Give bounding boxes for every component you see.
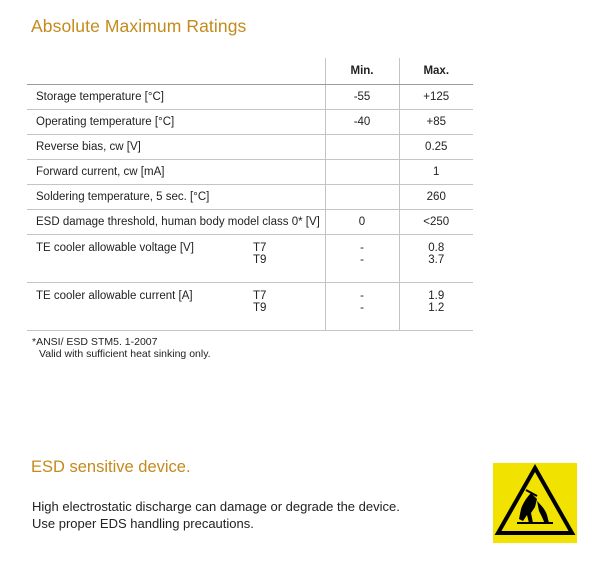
esd-warning-line: High electrostatic discharge can damage or degrade the device. — [32, 499, 400, 514]
ratings-table — [27, 58, 473, 331]
row-max-value: 260 — [426, 191, 446, 203]
row-max — [399, 160, 473, 185]
table-row — [27, 85, 473, 110]
row-variant — [253, 110, 325, 135]
row-variant — [253, 85, 325, 110]
page-title: Absolute Maximum Ratings — [31, 16, 247, 36]
row-min — [325, 135, 399, 160]
row-variant — [253, 135, 325, 160]
ratings-body — [27, 85, 473, 331]
row-min-value: - — [360, 302, 364, 314]
row-min — [325, 160, 399, 185]
row-min-value: -40 — [353, 116, 371, 128]
row-min — [325, 110, 399, 135]
header-min: Min. — [325, 58, 399, 85]
esd-description — [32, 498, 400, 532]
table-row — [27, 110, 473, 135]
row-min — [325, 210, 399, 235]
row-parameter: Reverse bias, cw [V] — [27, 135, 253, 160]
row-parameter: Operating temperature [°C] — [27, 110, 253, 135]
table-row — [27, 135, 473, 160]
table-row — [27, 160, 473, 185]
row-parameter: ESD damage threshold, human body model class 0* [V] — [27, 210, 253, 235]
row-max — [399, 185, 473, 210]
esd-warning-icon — [493, 463, 577, 543]
row-min — [325, 185, 399, 210]
row-min-value: 0 — [358, 216, 366, 228]
row-variant — [253, 185, 325, 210]
row-max-value: <250 — [423, 216, 450, 228]
row-variant — [253, 235, 325, 283]
row-parameter: Storage temperature [°C] — [27, 85, 253, 110]
footnote — [32, 336, 211, 360]
row-max — [399, 235, 473, 283]
table-row — [27, 235, 473, 283]
table-row — [27, 283, 473, 331]
row-max-value: 1 — [433, 166, 440, 178]
row-parameter: TE cooler allowable voltage [V] — [27, 235, 253, 283]
table-header-row — [27, 58, 473, 85]
row-variant-value: T7 — [253, 242, 267, 254]
row-max-value: 1.2 — [428, 302, 445, 314]
header-sub — [253, 58, 325, 85]
row-variant — [253, 160, 325, 185]
footnote-standard: *ANSI/ ESD STM5. 1-2007 — [32, 336, 158, 348]
row-min — [325, 235, 399, 283]
row-min — [325, 283, 399, 331]
row-max — [399, 85, 473, 110]
row-max — [399, 110, 473, 135]
row-max-value: 1.9 — [428, 290, 445, 302]
row-max — [399, 210, 473, 235]
row-parameter: Soldering temperature, 5 sec. [°C] — [27, 185, 253, 210]
row-max-value: 3.7 — [428, 254, 445, 266]
header-param — [27, 58, 253, 85]
row-min-value: - — [360, 254, 364, 266]
row-max-value: 0.25 — [425, 141, 448, 153]
table-row — [27, 185, 473, 210]
row-max — [399, 283, 473, 331]
row-variant-value: T7 — [253, 290, 267, 302]
esd-title: ESD sensitive device. — [31, 458, 191, 476]
row-parameter: TE cooler allowable current [A] — [27, 283, 253, 331]
row-min — [325, 85, 399, 110]
row-min-value: - — [360, 290, 364, 302]
row-parameter: Forward current, cw [mA] — [27, 160, 253, 185]
row-max-value: +125 — [423, 91, 450, 103]
row-variant-value: T9 — [253, 254, 267, 266]
row-max-value: 0.8 — [428, 242, 445, 254]
row-variant — [253, 283, 325, 331]
row-variant-value: T9 — [253, 302, 267, 314]
row-min-value: - — [360, 242, 364, 254]
row-min-value: -55 — [353, 91, 371, 103]
footnote-heat-sinking: Valid with sufficient heat sinking only. — [39, 348, 211, 360]
row-max-value: +85 — [426, 116, 446, 128]
table-row — [27, 210, 473, 235]
esd-precaution-line: Use proper EDS handling precautions. — [32, 516, 254, 531]
header-max: Max. — [399, 58, 473, 85]
row-max — [399, 135, 473, 160]
